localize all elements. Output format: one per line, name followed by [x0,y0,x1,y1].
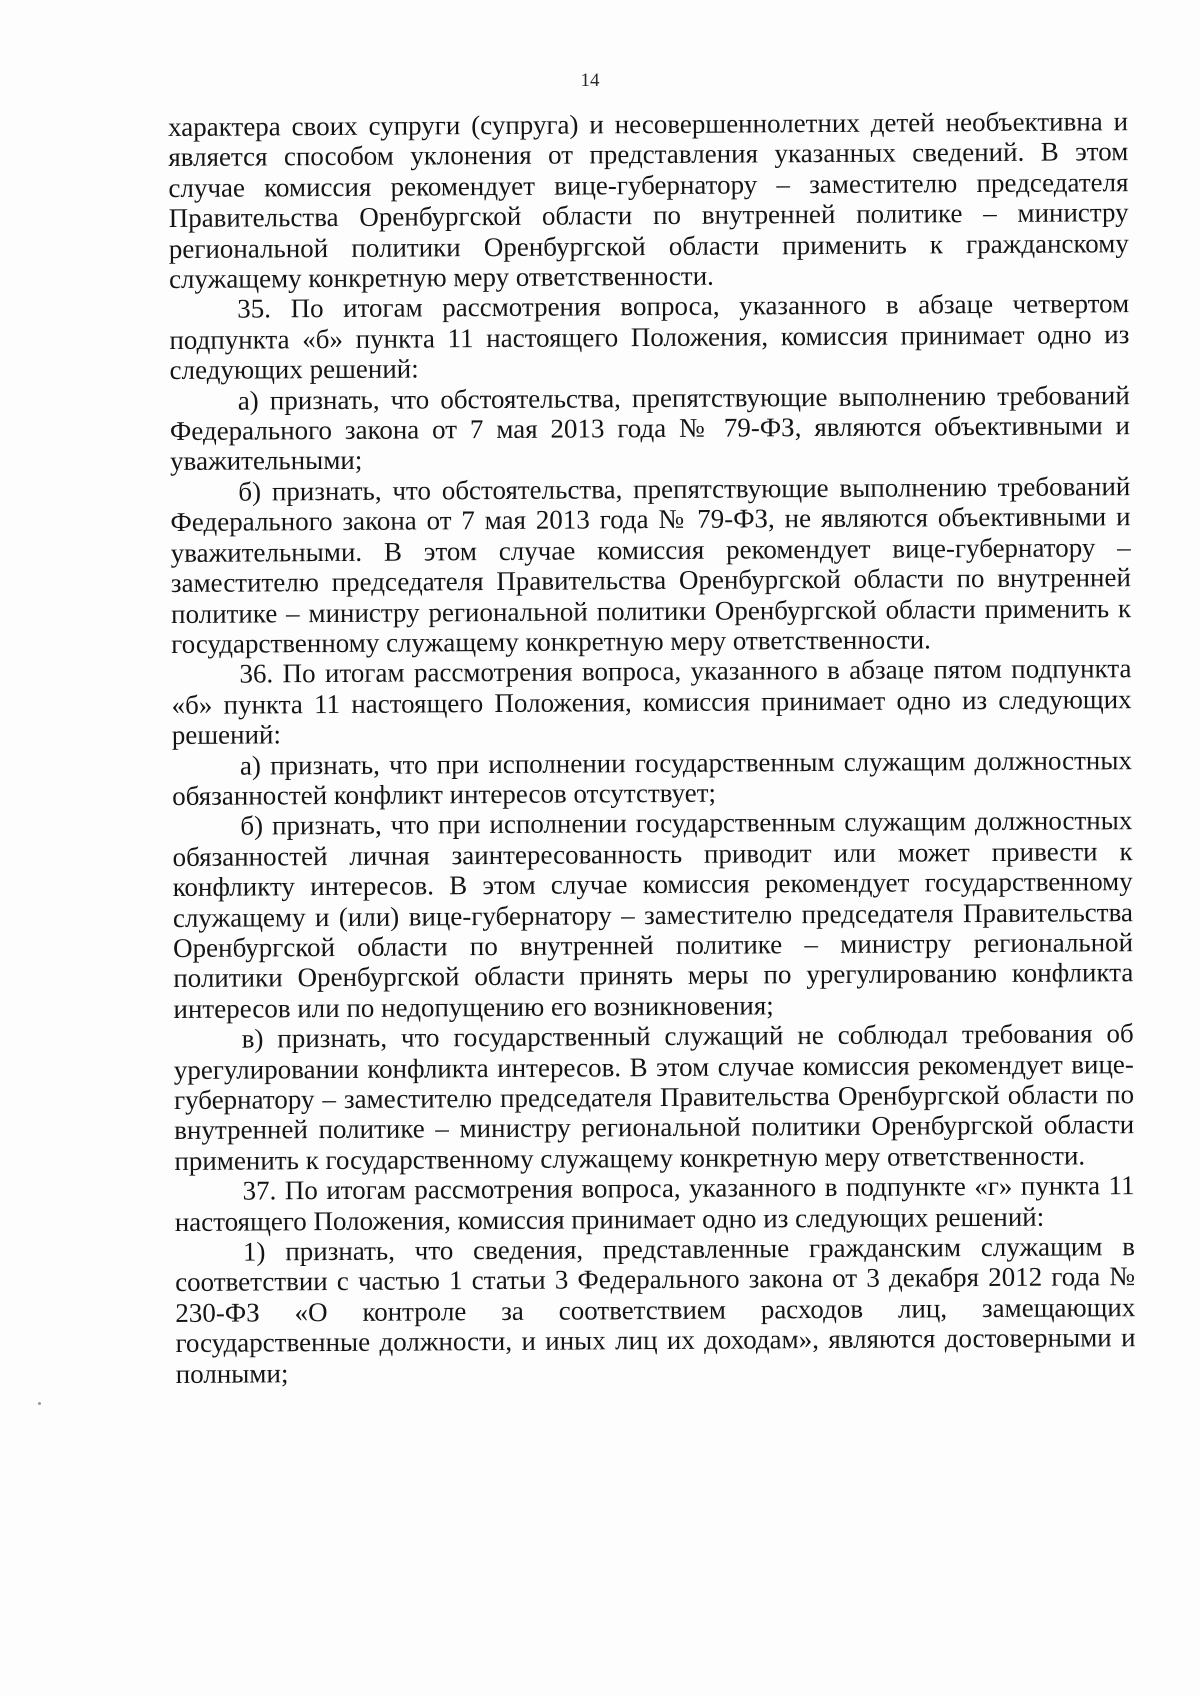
paragraph-continuation: характера своих супруги (супруга) и несовершеннолетних детей необъективна и является способом уклонения от представления указанных сведений. В этом случае комиссия рекомендует вице-губернатору – заместителю председателя Правительства Оренбургской области по внутренней политике – министру региональной политики Оренбургской области применить к гражданскому служащему конкретную меру ответственности. [168,106,1129,295]
paragraph-35-b: б) признать, что обстоятельства, препятствующие выполнению требований Федерального закона от 7 мая 2013 года № 79-ФЗ, не являются объективными и уважительными. В этом случае комиссия рекомендует вице-губернатору – заместителю председателя Правительства Оренбургской области по внутренней политике – министру региональной политики Оренбургской области применить к государственному служащему конкретную меру ответственности. [170,471,1132,659]
scan-speck [38,1402,41,1405]
paragraph-36-b: б) признать, что при исполнении государственным служащим должностных обязанностей личная заинтересованность приводит или может привести к конфликту интересов. В этом случае комиссия рекомендует государственному служащему и (или) вице-губернатору – заместителю председателя Правительства Оренбургской области по внутренней политике – министру региональной политики Оренбургской области принять меры по урегулированию конфликта интересов или по недопущению его возникновения; [172,805,1134,1024]
paragraph-37-1: 1) признать, что сведения, представленные гражданским служащим в соответствии с частью 1 статьи 3 Федерального закона от 3 декабря 2012 года № 230-ФЗ «О контроле за соответствием расходов лиц, замещающих государственные должности, и иных лиц их доходам», являются достоверными и полными; [175,1231,1136,1389]
paragraph-36-v: в) признать, что государственный служащий не соблюдал требования об урегулировании конфликта интересов. В этом случае комиссия рекомендует вице-губернатору – заместителю председателя Правительства Оренбургской области по внутренней политике – министру региональной политики Оренбургской области применить к государственному служащему конкретную меру ответственности. [173,1018,1135,1176]
paragraph-36-a: а) признать, что при исполнении государственным служащим должностных обязанностей конфликт интересов отсутствует; [172,744,1133,811]
paragraph-37: 37. По итогам рассмотрения вопроса, указанного в подпункте «г» пункта 11 настоящего Положения, комиссия принимает одно из следующих решений: [174,1170,1135,1237]
paragraph-35: 35. По итогам рассмотрения вопроса, указанного в абзаце четвертом подпункта «б» пункта 11 настоящего Положения, комиссия принимает одно из следующих решений: [169,288,1130,386]
paragraph-35-a: а) признать, что обстоятельства, препятствующие выполнению требований Федерального закона от 7 мая 2013 года № 79-ФЗ, являются объективными и уважительными; [169,379,1131,477]
page-number: 14 [580,70,600,91]
paragraph-36: 36. По итогам рассмотрения вопроса, указанного в абзаце пятом подпункта «б» пункта 11 настоящего Положения, комиссия принимает одно из следующих решений: [171,653,1132,751]
document-body [168,106,1136,1389]
